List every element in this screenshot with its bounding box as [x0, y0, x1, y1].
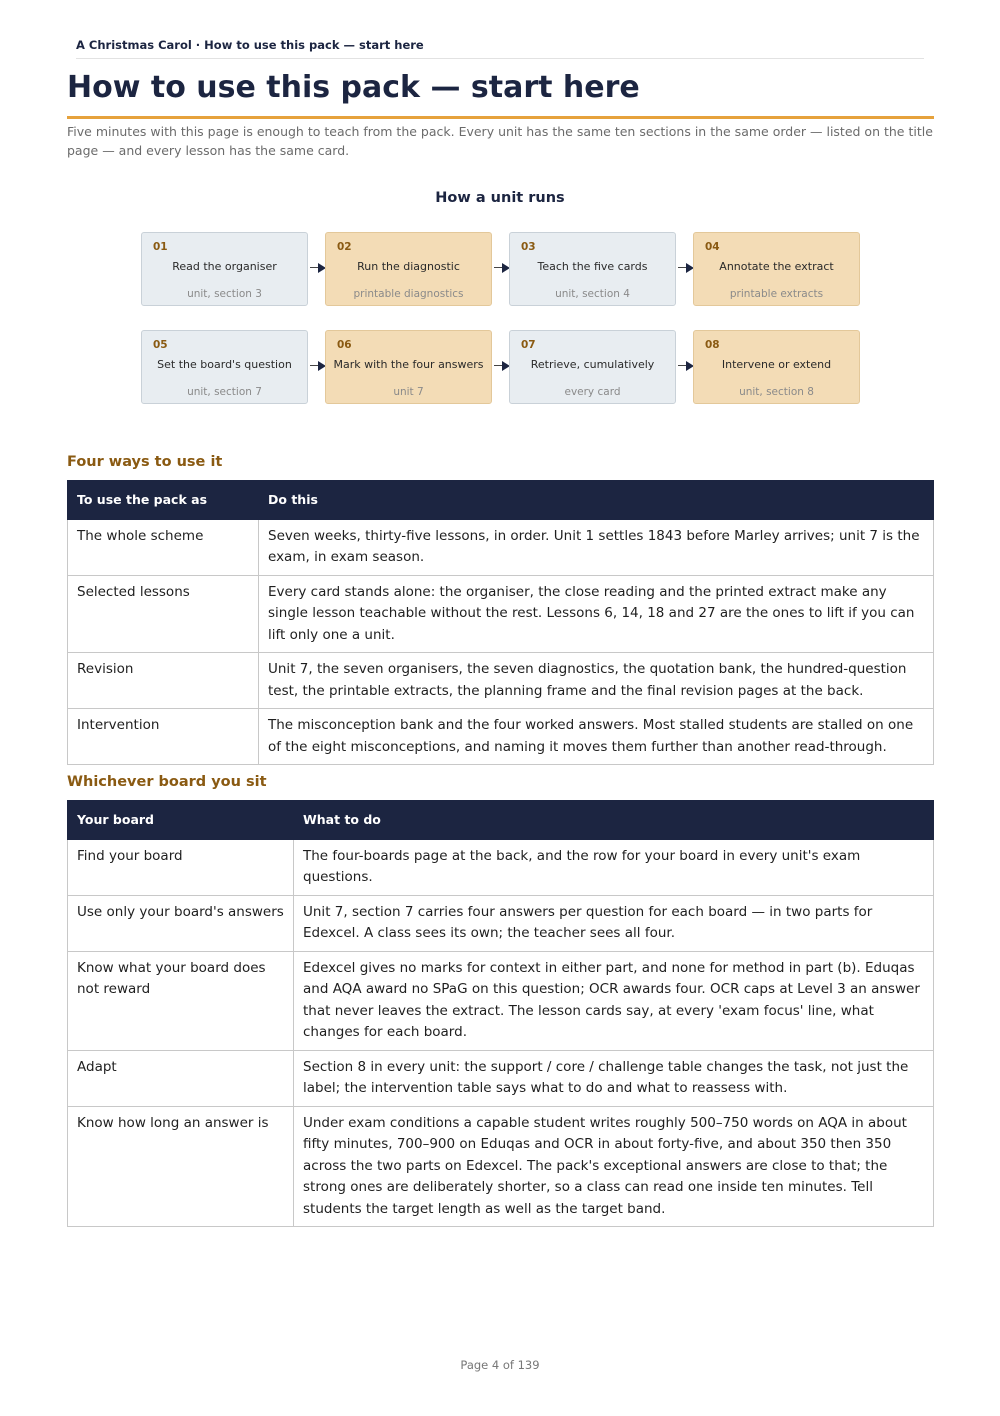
table-row: [68, 839, 934, 895]
flow-step-01: [141, 232, 308, 306]
table-cell: Section 8 in every unit: the support / core / challenge table changes the task, not just the label; the intervention table says what to do and what to reassess with.: [294, 1050, 934, 1106]
table-cell: Find your board: [68, 839, 294, 895]
table-row: [68, 1106, 934, 1227]
step-source: unit, section 7: [187, 386, 262, 398]
step-source: every card: [564, 386, 621, 398]
step-number: 04: [705, 241, 720, 253]
flow-step-07: [509, 330, 676, 404]
table-cell: Revision: [68, 653, 259, 709]
step-label: Intervene or extend: [721, 358, 832, 371]
step-number: 03: [521, 241, 536, 253]
table-cell: Intervention: [68, 709, 259, 765]
flow-step-02: [325, 232, 492, 306]
flow-step-04: [693, 232, 860, 306]
table-row: [68, 709, 934, 765]
arrow-right-icon: [494, 263, 510, 273]
table-cell: Unit 7, section 7 carries four answers per question for each board — in two parts for Edexcel. A class sees its own; the teacher sees all four.: [294, 895, 934, 951]
table-cell: The misconception bank and the four worked answers. Most stalled students are stalled on one of the eight misconceptions, and naming it moves them further than another read-through.: [259, 709, 934, 765]
table-cell: Seven weeks, thirty-five lessons, in order. Unit 1 settles 1843 before Marley arrives; unit 7 is the exam, in exam season.: [259, 519, 934, 575]
table-row: [68, 575, 934, 653]
column-header: Your board: [68, 801, 294, 840]
step-source: unit, section 3: [187, 288, 262, 300]
table-cell: Adapt: [68, 1050, 294, 1106]
table-row: [68, 951, 934, 1050]
table-header-row: [68, 801, 934, 840]
boards-table: [67, 800, 934, 1227]
table-header-row: [68, 481, 934, 520]
flow-title: How a unit runs: [435, 190, 565, 206]
table-row: [68, 895, 934, 951]
step-source: printable diagnostics: [353, 288, 464, 300]
step-label: Mark with the four answers: [333, 358, 484, 371]
flow-step-03: [509, 232, 676, 306]
step-label: Retrieve, cumulatively: [530, 358, 655, 371]
step-label: Set the board's question: [157, 358, 292, 371]
table-row: [68, 519, 934, 575]
flow-step-06: [325, 330, 492, 404]
step-number: 01: [153, 241, 168, 253]
table-cell: Under exam conditions a capable student writes roughly 500–750 words on AQA in about fifty minutes, 700–900 on Eduqas and OCR in about forty-five, and about 350 then 350 across the two parts on Edexcel. The pack's exceptional answers are close to that; the strong ones are deliberately shorter, so a class can read one inside ten minutes. Tell students the target length as well as the target band.: [294, 1106, 934, 1227]
page-number: Page 4 of 139: [460, 1358, 540, 1372]
step-label: Annotate the extract: [719, 260, 834, 273]
ways-table: [67, 480, 934, 765]
page-title: How to use this pack — start here: [67, 70, 934, 119]
step-label: Read the organiser: [172, 260, 277, 273]
step-source: printable extracts: [729, 288, 824, 300]
step-source: unit, section 4: [555, 288, 630, 300]
table-row: [68, 653, 934, 709]
table-cell: Selected lessons: [68, 575, 259, 653]
ways-heading: Four ways to use it: [67, 454, 223, 470]
flow-step-08: [693, 330, 860, 404]
arrow-right-icon: [678, 263, 694, 273]
step-number: 05: [153, 339, 168, 351]
table-cell: The four-boards page at the back, and the row for your board in every unit's exam questions.: [294, 839, 934, 895]
step-source: unit, section 8: [739, 386, 814, 398]
table-cell: Every card stands alone: the organiser, the close reading and the printed extract make any single lesson teachable without the rest. Lessons 6, 14, 18 and 27 are the ones to lift if you can lift only one a unit.: [259, 575, 934, 653]
running-head: A Christmas Carol · How to use this pack — start here: [76, 38, 924, 59]
step-number: 07: [521, 339, 536, 351]
column-header: What to do: [294, 801, 934, 840]
step-number: 08: [705, 339, 720, 351]
flow-step-05: [141, 330, 308, 404]
step-label: Run the diagnostic: [357, 260, 460, 273]
intro-paragraph: Five minutes with this page is enough to teach from the pack. Every unit has the same ten sections in the same order — listed on the title page — and every lesson has the same card.: [67, 124, 933, 158]
column-header: To use the pack as: [68, 481, 259, 520]
arrow-right-icon: [678, 361, 694, 371]
unit-flow-diagram: [141, 232, 861, 404]
boards-heading: Whichever board you sit: [67, 774, 267, 790]
arrow-right-icon: [310, 263, 326, 273]
step-number: 06: [337, 339, 352, 351]
step-source: unit 7: [393, 386, 424, 398]
table-cell: Edexcel gives no marks for context in either part, and none for method in part (b). Eduqas and AQA award no SPaG on this question; OCR awards four. OCR caps at Level 3 an answer that never leaves the extract. The lesson cards say, at every 'exam focus' line, what changes for each board.: [294, 951, 934, 1050]
step-number: 02: [337, 241, 352, 253]
table-cell: Know how long an answer is: [68, 1106, 294, 1227]
step-label: Teach the five cards: [537, 260, 648, 273]
table-cell: The whole scheme: [68, 519, 259, 575]
table-row: [68, 1050, 934, 1106]
arrow-right-icon: [494, 361, 510, 371]
table-cell: Unit 7, the seven organisers, the seven diagnostics, the quotation bank, the hundred-question test, the printable extracts, the planning frame and the final revision pages at the back.: [259, 653, 934, 709]
table-cell: Use only your board's answers: [68, 895, 294, 951]
table-cell: Know what your board does not reward: [68, 951, 294, 1050]
arrow-right-icon: [310, 361, 326, 371]
column-header: Do this: [259, 481, 934, 520]
